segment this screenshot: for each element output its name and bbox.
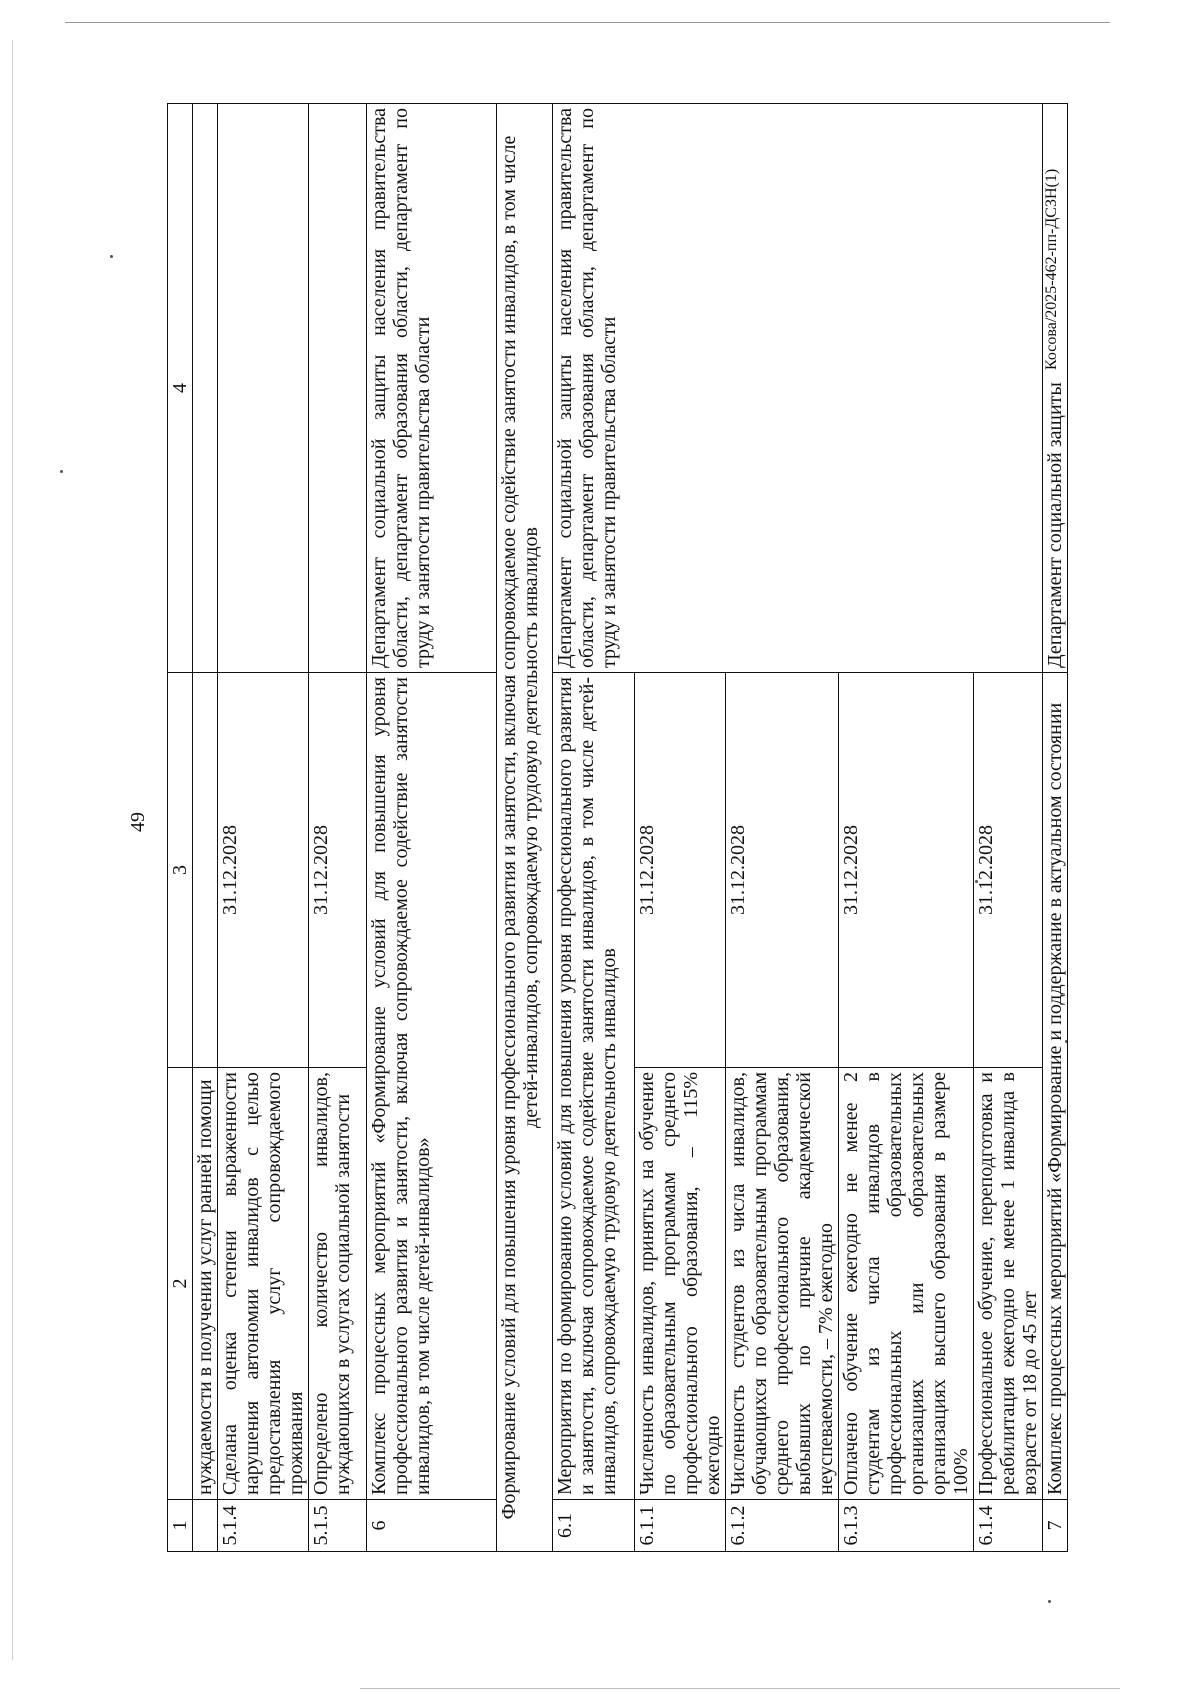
measures-table: [167, 103, 1068, 1552]
header-cell-2: 2: [168, 1068, 193, 1500]
section-heading: Формирование условий для повышения уровня профессионального развития и занятости, включая сопровождаемое содействие занятости инвалидов, в том числе детей-инвалидов, сопровождаемую трудовую деятельность инвалидов: [497, 104, 553, 1552]
row-deadline: 31.12.2028: [309, 673, 367, 1068]
row-description: Определено количество инвалидов, нуждающихся в услугах социальной занятости: [309, 1068, 367, 1500]
row-deadline: 31.12.2028: [726, 673, 839, 1068]
row-deadline: 31.12.2028: [839, 673, 974, 1068]
row-description: Численность инвалидов, принятых на обучение по образовательным программам среднего профессионального образования, – 115% ежегодно: [635, 1068, 726, 1500]
row-responsible: Департамент социальной защиты населения правительства области, департамент образования области, департамент по труду и занятости правительства области: [553, 104, 1043, 673]
section-row: [497, 104, 553, 1552]
row-responsible: [309, 104, 367, 673]
header-cell-3: 3: [168, 673, 193, 1068]
row-responsible: [193, 104, 218, 673]
row-number: 6: [367, 1500, 497, 1552]
table-header-row: [168, 104, 193, 1552]
row-description: Комплекс процессных мероприятий «Формирование и поддержание в актуальном состоянии: [1043, 673, 1068, 1500]
row-number: 5.1.4: [218, 1500, 309, 1552]
row-number: 5.1.5: [309, 1500, 367, 1552]
row-responsible: Департамент социальной защиты: [1043, 104, 1068, 673]
row-responsible: [218, 104, 309, 673]
table-row: [367, 104, 497, 1552]
row-number: 6.1.1: [635, 1500, 726, 1552]
scan-speck: [1048, 1600, 1051, 1603]
row-deadline: 31.12.2028: [974, 673, 1043, 1068]
scan-border-left: [12, 40, 13, 1660]
scan-speck: [60, 470, 63, 473]
scan-speck: [110, 255, 113, 258]
row-number: 6.1.4: [974, 1500, 1043, 1552]
row-deadline: [193, 673, 218, 1068]
table-row: [309, 104, 367, 1552]
row-description: Оплачено обучение ежегодно не менее 2 студентам из числа инвалидов в профессиональных образовательных организациях или образовательных организациях высшего образования в размере 100%: [839, 1068, 974, 1500]
table-row: [218, 104, 309, 1552]
row-number: 6.1.2: [726, 1500, 839, 1552]
row-description: Мероприятия по формированию условий для повышения уровня профессионального развития и занятости, включая сопровождаемое содействие занятости инвалидов, в том числе детей-инвалидов, сопровождаемую трудовую деятельность инвалидов: [553, 673, 635, 1500]
row-description: Численность студентов из числа инвалидов, обучающихся по образовательным программам среднего профессионального образования, выбывших по причине академической неуспеваемости, – 7% ежегодно: [726, 1068, 839, 1500]
table-row: [193, 104, 218, 1552]
page-number: 49: [127, 812, 149, 832]
row-number: 7: [1043, 1500, 1068, 1552]
scan-border-bottom: [360, 1688, 1120, 1689]
header-cell-4: 4: [168, 104, 193, 673]
row-number: [193, 1500, 218, 1552]
table-row: [1043, 104, 1068, 1552]
scan-border-top: [65, 22, 1110, 23]
row-description: Профессиональное обучение, переподготовка и реабилитация ежегодно не менее 1 инвалида в возрасте от 18 до 45 лет: [974, 1068, 1043, 1500]
row-deadline: 31.12.2028: [218, 673, 309, 1068]
header-cell-1: 1: [168, 1500, 193, 1552]
row-description: Комплекс процессных мероприятий «Формирование условий для повышения уровня профессионального развития и занятости, включая сопровождаемое содействие занятости инвалидов, в том числе детей-инвалидов»: [367, 673, 497, 1500]
table-row: [553, 104, 635, 1552]
row-description: нуждаемости в получении услуг ранней помощи: [193, 1068, 218, 1500]
row-number: 6.1: [553, 1500, 635, 1552]
document-code: Косова/2025-462-пп-ДСЗН(1): [1043, 168, 1060, 370]
row-responsible: Департамент социальной защиты населения правительства области, департамент образования области, департамент по труду и занятости правительства области: [367, 104, 497, 673]
row-description: Сделана оценка степени выраженности нарушения автономии инвалидов с целью предоставления услуг сопровождаемого проживания: [218, 1068, 309, 1500]
row-deadline: 31.12.2028: [635, 673, 726, 1068]
row-number: 6.1.3: [839, 1500, 974, 1552]
rotated-page-content: [167, 104, 1066, 1552]
